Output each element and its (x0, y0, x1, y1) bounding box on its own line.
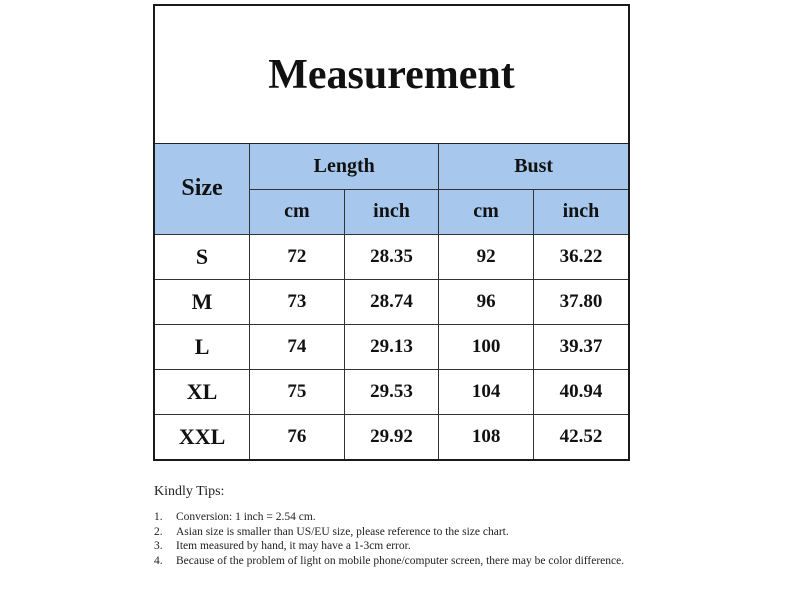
length-cm-cell: 76 (250, 414, 345, 459)
length-cm-header: cm (250, 189, 345, 234)
length-inch-cell: 29.13 (344, 324, 439, 369)
tip-text: Because of the problem of light on mobile phone/computer screen, there may be color difference. (176, 554, 625, 567)
size-cell: S (155, 234, 250, 279)
bust-cm-cell: 100 (439, 324, 534, 369)
length-inch-cell: 29.53 (344, 369, 439, 414)
table-row (155, 279, 628, 324)
chart-title: Measurement (155, 6, 628, 144)
bust-inch-cell: 39.37 (533, 324, 628, 369)
length-inch-cell: 28.74 (344, 279, 439, 324)
bust-cm-header: cm (439, 189, 534, 234)
length-inch-header: inch (344, 189, 439, 234)
list-item (154, 554, 694, 569)
tip-text: Asian size is smaller than US/EU size, please reference to the size chart. (176, 525, 509, 538)
tip-number: 4. (154, 554, 163, 567)
size-cell: L (155, 324, 250, 369)
bust-group-header: Bust (439, 144, 628, 189)
tip-number: 3. (154, 540, 163, 552)
tip-text: Item measured by hand, it may have a 1-3cm error. (176, 540, 411, 552)
table-row (155, 234, 628, 279)
size-cell: XL (155, 369, 250, 414)
size-column-header: Size (155, 144, 250, 234)
length-group-header: Length (250, 144, 439, 189)
bust-inch-cell: 36.22 (533, 234, 628, 279)
bust-inch-header: inch (533, 189, 628, 234)
bust-cm-cell: 108 (439, 414, 534, 459)
table-row (155, 369, 628, 414)
kindly-tips (154, 484, 694, 568)
table-row (155, 324, 628, 369)
length-cm-cell: 75 (250, 369, 345, 414)
length-cm-cell: 73 (250, 279, 345, 324)
size-chart (153, 4, 630, 461)
bust-inch-cell: 37.80 (533, 279, 628, 324)
tip-number: 2. (154, 525, 163, 538)
size-cell: M (155, 279, 250, 324)
length-inch-cell: 28.35 (344, 234, 439, 279)
list-item (154, 525, 694, 540)
size-table (155, 144, 628, 459)
tip-text: Conversion: 1 inch = 2.54 cm. (176, 511, 316, 523)
bust-cm-cell: 92 (439, 234, 534, 279)
list-item (154, 539, 694, 554)
length-cm-cell: 72 (250, 234, 345, 279)
tips-list (154, 510, 694, 568)
tips-heading: Kindly Tips: (154, 484, 225, 499)
tip-number: 1. (154, 511, 163, 523)
bust-cm-cell: 96 (439, 279, 534, 324)
list-item (154, 510, 694, 525)
size-cell: XXL (155, 414, 250, 459)
length-inch-cell: 29.92 (344, 414, 439, 459)
bust-inch-cell: 40.94 (533, 369, 628, 414)
bust-inch-cell: 42.52 (533, 414, 628, 459)
table-row (155, 414, 628, 459)
length-cm-cell: 74 (250, 324, 345, 369)
bust-cm-cell: 104 (439, 369, 534, 414)
